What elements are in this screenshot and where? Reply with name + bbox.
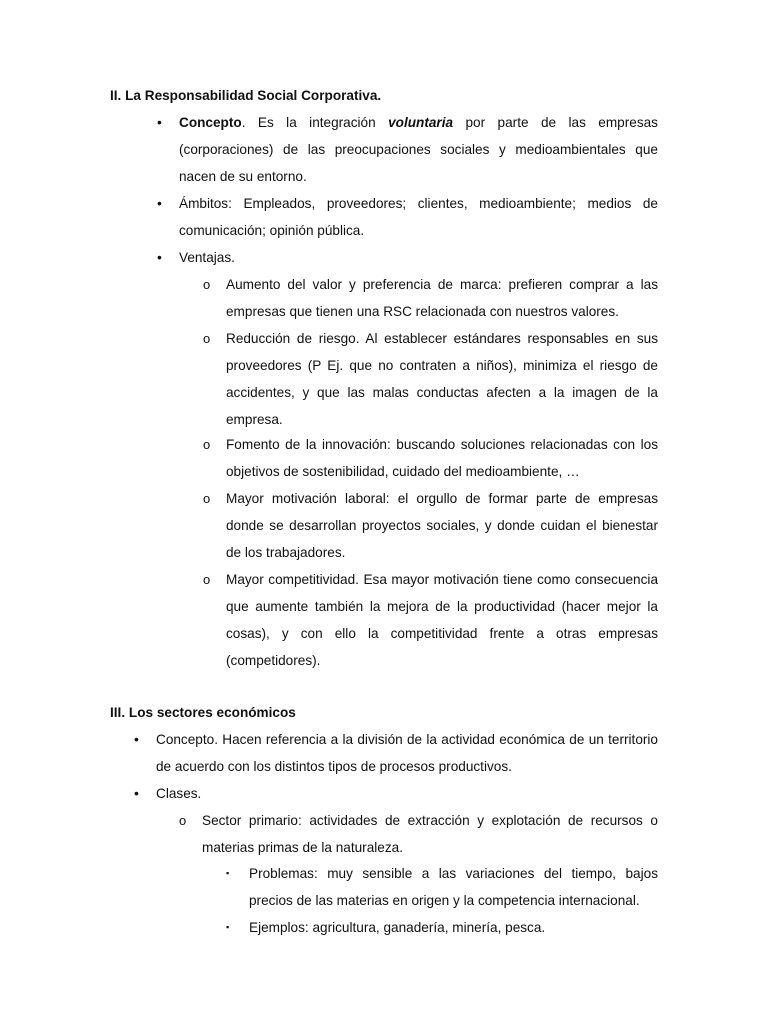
list-item-clases [134,780,658,807]
concepto-part2: por parte de las empresas (corporaciones) de las preocupaciones sociales y medioambientales que nacen de su entorno. [179,115,658,184]
list-item-problemas [226,860,658,914]
bullet-disc: • [134,731,139,747]
concepto-text [179,109,658,190]
bullet-disc: • [157,249,162,265]
bullet-circle: o [203,572,211,587]
ventaja-text: Reducción de riesgo. Al establecer estándares responsables en sus proveedores (P Ej. que no contraten a niños), minimiza el riesgo de accidentes, y que las malas conductas afecten a la imagen de la empresa. [226,331,658,427]
list-item-ventajas [157,244,658,271]
concepto-part1: . Es la integración [241,115,389,130]
ventaja-item [203,566,658,674]
bullet-circle: o [203,491,211,506]
ventaja-item [203,485,658,566]
list-item-concepto-sectores [134,726,658,780]
ventaja-item [203,325,658,433]
ventaja-item [203,431,658,485]
bullet-circle: o [203,277,211,292]
bullet-disc: • [157,114,162,130]
clases-text: Clases. [156,786,202,801]
section-iii-heading: III. Los sectores económicos [110,705,296,720]
list-item-ejemplos [226,914,658,941]
bullet-circle: o [203,437,211,452]
ventajas-text: Ventajas. [179,250,235,265]
ventaja-text: Fomento de la innovación: buscando soluciones relacionadas con los objetivos de sostenibilidad, cuidado del medioambiente, … [226,437,658,479]
bullet-disc: • [134,785,139,801]
list-item-ambitos [157,190,658,244]
bullet-disc: • [157,195,162,211]
sector-primario-text: Sector primario: actividades de extracción y explotación de recursos o materias primas de la naturaleza. [202,813,658,855]
problemas-text: Problemas: muy sensible a las variaciones del tiempo, bajos precios de las materias en origen y la competencia internacional. [249,866,658,908]
bullet-circle: o [203,331,211,346]
section-ii-heading: II. La Responsabilidad Social Corporativa. [110,88,382,103]
bullet-square: ▪ [226,922,230,932]
voluntaria-emphasis: voluntaria [388,115,454,130]
list-item-concepto [157,109,658,190]
ventaja-text: Mayor competitividad. Esa mayor motivación tiene como consecuencia que aumente también la mejora de la productividad (hacer mejor la cosas), y con ello la competitividad frente a otras empresas (competidores). [226,572,658,668]
list-item-sector-primario [179,807,658,861]
ejemplos-text: Ejemplos: agricultura, ganadería, minería, pesca. [249,920,546,935]
ventaja-text: Aumento del valor y preferencia de marca: prefieren comprar a las empresas que tienen una RSC relacionada con nuestros valores. [226,277,658,319]
ventaja-item [203,271,658,325]
concepto-label: Concepto [179,115,242,130]
bullet-circle: o [179,813,187,828]
ventaja-text: Mayor motivación laboral: el orgullo de formar parte de empresas donde se desarrollan proyectos sociales, y donde cuidan el bienestar de los trabajadores. [226,491,658,560]
concepto-sectores-text: Concepto. Hacen referencia a la división de la actividad económica de un territorio de acuerdo con los distintos tipos de procesos productivos. [156,732,658,774]
ambitos-text: Ámbitos: Empleados, proveedores; clientes, medioambiente; medios de comunicación; opinión pública. [179,196,658,238]
bullet-square: ▪ [226,868,230,878]
